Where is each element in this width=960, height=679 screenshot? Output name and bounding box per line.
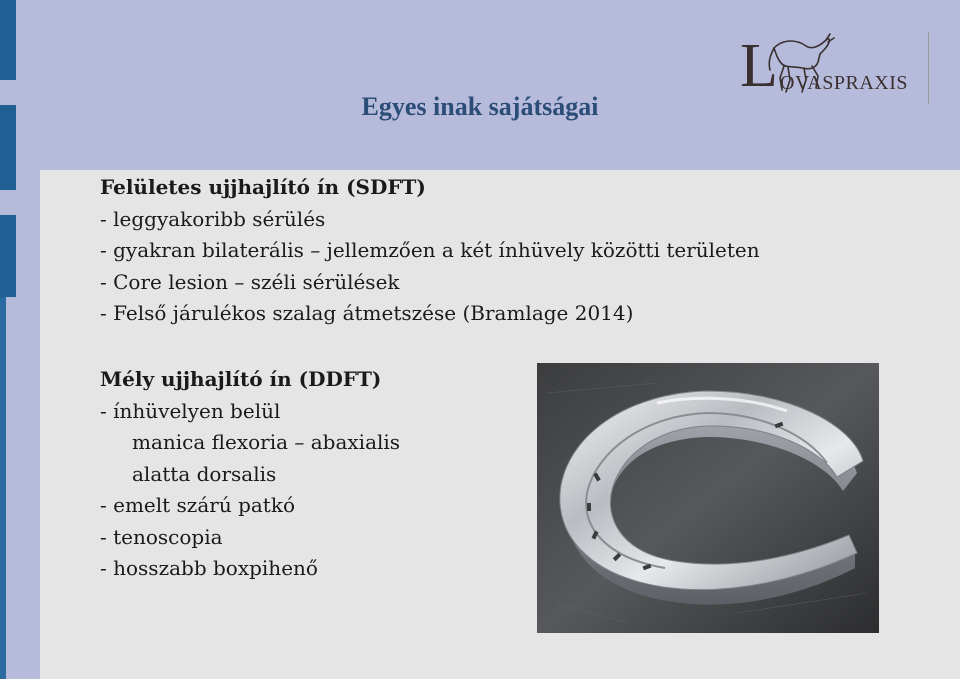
list-item: - ínhüvelyen belül — [100, 398, 281, 423]
list-item: - gyakran bilaterális – jellemzően a két ínhüvely közötti területen — [100, 238, 760, 262]
decor-bar — [0, 215, 16, 297]
decor-bar — [0, 297, 6, 679]
sdft-heading: Felületes ujjhajlító ín (SDFT) — [100, 175, 426, 199]
logo-letter: L — [740, 32, 778, 100]
sdft-section — [100, 172, 760, 330]
decor-bar — [0, 0, 16, 80]
logo-text: OVASPRAXIS — [780, 72, 909, 94]
list-item: - hosszabb boxpihenő — [100, 556, 318, 580]
list-item: - leggyakoribb sérülés — [100, 206, 326, 231]
horse-logo-icon — [740, 28, 935, 110]
ddft-heading: Mély ujjhajlító ín (DDFT) — [100, 367, 382, 391]
list-item: - Felső járulékos szalag átmetszése (Bramlage 2014) — [100, 301, 634, 325]
ddft-section — [100, 364, 400, 585]
slide-title: Egyes inak sajátságai — [361, 92, 599, 121]
logo-divider — [928, 32, 929, 104]
list-item: - emelt szárú patkó — [100, 493, 295, 517]
horseshoe-photo — [537, 363, 879, 633]
list-item: manica flexoria – abaxialis — [132, 430, 401, 454]
list-item: - tenoscopia — [100, 524, 223, 549]
lovaspraxis-logo — [740, 28, 935, 110]
list-item: alatta dorsalis — [132, 461, 277, 486]
list-item: - Core lesion – széli sérülések — [100, 269, 400, 294]
